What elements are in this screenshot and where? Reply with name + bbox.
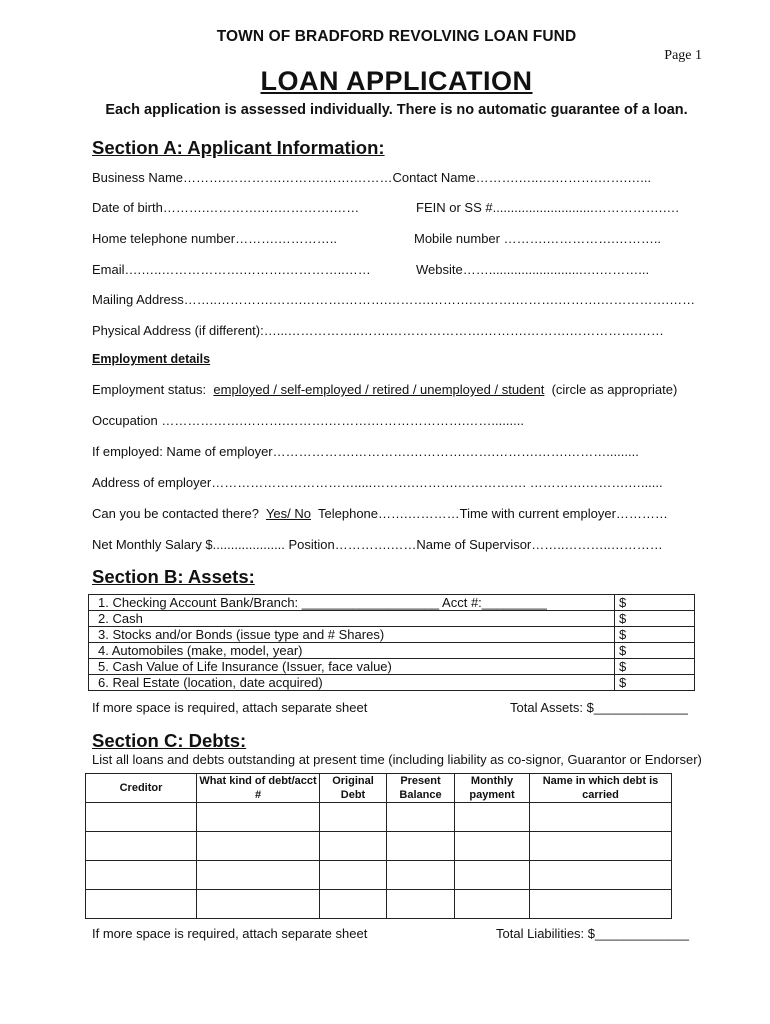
table-cell[interactable] — [86, 890, 197, 919]
table-row — [89, 595, 695, 611]
table-cell[interactable] — [387, 861, 455, 890]
asset-label: 2. Cash — [89, 611, 615, 627]
table-row — [89, 627, 695, 643]
table-cell[interactable] — [530, 861, 672, 890]
table-cell[interactable] — [387, 803, 455, 832]
column-header-monthly-payment: Monthly payment — [455, 774, 530, 803]
table-row — [89, 611, 695, 627]
table-cell[interactable] — [455, 861, 530, 890]
section-c-description: List all loans and debts outstanding at present time (including liability as co-signor, Guarantor or Endorser) — [92, 752, 702, 767]
table-row — [86, 890, 672, 919]
table-cell[interactable] — [455, 832, 530, 861]
employment-status-note: (circle as appropriate) — [551, 382, 678, 397]
table-cell[interactable] — [530, 803, 672, 832]
table-row — [89, 659, 695, 675]
column-header-present-balance: Present Balance — [387, 774, 455, 803]
debts-table — [85, 773, 672, 919]
table-cell[interactable] — [455, 890, 530, 919]
org-title: TOWN OF BRADFORD REVOLVING LOAN FUND — [216, 28, 577, 45]
employment-status-label: Employment status: — [92, 382, 207, 397]
section-a-heading: Section A: Applicant Information: — [92, 137, 385, 158]
table-cell[interactable] — [320, 803, 387, 832]
table-cell[interactable] — [197, 803, 320, 832]
asset-amount-cell[interactable]: $ — [615, 659, 695, 675]
table-row — [86, 803, 672, 832]
column-header-original-debt: Original Debt — [320, 774, 387, 803]
website-field[interactable]: Website……..........................….………... — [416, 262, 650, 277]
table-cell[interactable] — [320, 890, 387, 919]
home-phone-field[interactable]: Home telephone number……….………….. — [92, 231, 337, 246]
asset-amount-cell[interactable]: $ — [615, 643, 695, 659]
table-row — [89, 675, 695, 691]
table-row — [86, 861, 672, 890]
table-cell[interactable] — [387, 890, 455, 919]
page-subtitle: Each application is assessed individually. There is no automatic guarantee of a loan. — [105, 102, 688, 118]
mobile-field[interactable]: Mobile number ……….…………….……….. — [414, 231, 662, 246]
date-of-birth-field[interactable]: Date of birth……….………….….………….…… — [92, 200, 360, 215]
table-row — [89, 643, 695, 659]
employment-status-options[interactable]: employed / self-employed / retired / unemployed / student — [213, 382, 545, 397]
contact-telephone-field[interactable]: Telephone…….…………Time with current employer………… — [318, 506, 668, 521]
column-header-creditor: Creditor — [86, 774, 197, 803]
email-field[interactable]: Email….…..……………….……….…………..…… — [92, 262, 371, 277]
asset-amount-cell[interactable]: $ — [615, 675, 695, 691]
page-title: LOAN APPLICATION — [260, 66, 533, 96]
column-header-debt-kind: What kind of debt/acct # — [197, 774, 320, 803]
section-c-heading: Section C: Debts: — [92, 730, 247, 751]
employer-address-field[interactable]: Address of employer…………………………….....……….……….……………. ………….……….…...... — [92, 475, 663, 490]
employment-details-heading: Employment details — [92, 352, 211, 366]
column-header-name-carried: Name in which debt is carried — [530, 774, 672, 803]
physical-address-field[interactable]: Physical Address (if different):…...……………..…….………………….……….……….…………….…… — [92, 323, 664, 338]
page-number: Page 1 — [664, 48, 702, 63]
contact-row — [92, 506, 668, 521]
table-cell[interactable] — [387, 832, 455, 861]
debts-more-space-note: If more space is required, attach separate sheet — [92, 926, 368, 941]
table-cell[interactable] — [197, 832, 320, 861]
total-liabilities-field[interactable]: Total Liabilities: $_____________ — [496, 926, 689, 941]
contact-question: Can you be contacted there? — [92, 506, 259, 521]
table-cell[interactable] — [455, 803, 530, 832]
table-cell[interactable] — [530, 832, 672, 861]
salary-position-row[interactable]: Net Monthly Salary $.................... Position………….……Name of Supervisor……..………..………… — [92, 537, 663, 552]
employer-name-field[interactable]: If employed: Name of employer……………….………….………….…….……….…….………......... — [92, 444, 639, 459]
asset-label: 1. Checking Account Bank/Branch: ___________________ Acct #:_________ — [89, 595, 615, 611]
occupation-field[interactable]: Occupation ……………….……….……….……….………………….……......... — [92, 413, 524, 428]
asset-amount-cell[interactable]: $ — [615, 611, 695, 627]
assets-table — [88, 594, 695, 691]
assets-more-space-note: If more space is required, attach separate sheet — [92, 700, 368, 715]
table-cell[interactable] — [197, 890, 320, 919]
table-cell[interactable] — [86, 832, 197, 861]
contact-yes-no[interactable]: Yes/ No — [265, 506, 312, 521]
employment-status-row — [92, 382, 677, 397]
asset-amount-cell[interactable]: $ — [615, 595, 695, 611]
table-cell[interactable] — [86, 861, 197, 890]
mailing-address-field[interactable]: Mailing Address……..………….…….……….……….……….……….……….……….……….…………….…… — [92, 292, 696, 307]
table-cell[interactable] — [530, 890, 672, 919]
section-b-heading: Section B: Assets: — [92, 566, 255, 587]
total-assets-field[interactable]: Total Assets: $_____________ — [510, 700, 688, 715]
table-row — [86, 832, 672, 861]
asset-amount-cell[interactable]: $ — [615, 627, 695, 643]
asset-label: 4. Automobiles (make, model, year) — [89, 643, 615, 659]
table-cell[interactable] — [320, 861, 387, 890]
table-cell[interactable] — [197, 861, 320, 890]
business-name-field[interactable]: Business Name……….………….……….…….………Contact Name……….…..….……….…….…... — [92, 170, 652, 185]
table-header-row — [86, 774, 672, 803]
table-cell[interactable] — [86, 803, 197, 832]
asset-label: 5. Cash Value of Life Insurance (Issuer, face value) — [89, 659, 615, 675]
fein-field[interactable]: FEIN or SS #............................…………….…. — [416, 200, 679, 215]
asset-label: 3. Stocks and/or Bonds (issue type and # Shares) — [89, 627, 615, 643]
asset-label: 6. Real Estate (location, date acquired) — [89, 675, 615, 691]
table-cell[interactable] — [320, 832, 387, 861]
